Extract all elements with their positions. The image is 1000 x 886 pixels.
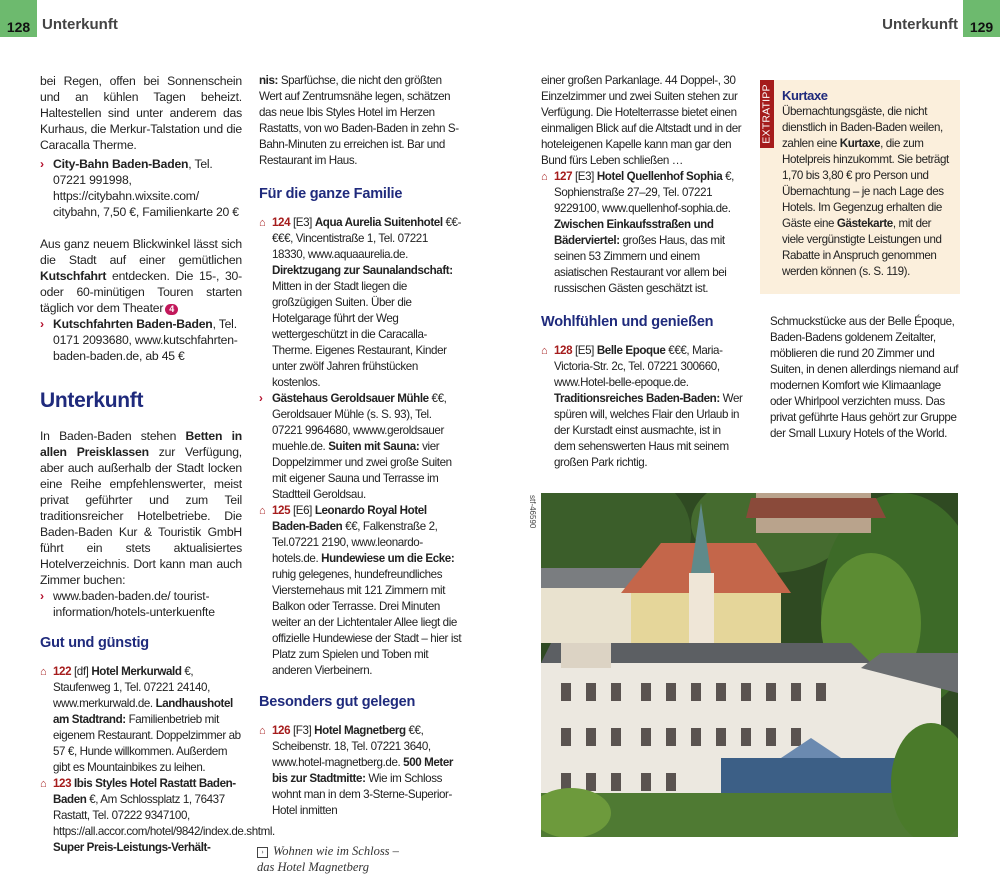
column-2 xyxy=(259,73,463,875)
text: €€, Scheibenstr. 18, Tel. 07221 3640, www.hotel-magnetberg.de. xyxy=(272,724,431,769)
hotel-list-link[interactable] xyxy=(40,588,242,620)
hotel-entry-124 xyxy=(259,215,463,391)
bold-text: Hundewiese um die Ecke: xyxy=(321,552,455,565)
extratipp-label xyxy=(760,80,774,148)
text: [E5] xyxy=(572,344,597,357)
subheading-gut-und-guenstig: Gut und günstig xyxy=(40,635,149,651)
hotel-icon: ⌂ xyxy=(40,666,47,678)
bold-text: Landhaushotel am Stadtrand: xyxy=(53,697,233,726)
text: Familienbetrieb mit eigenem Restaurant. Doppelzimmer ab 57 €, Hunde willkommen. Außerdem gibt es Mountainbikes zu leihen. xyxy=(53,713,241,774)
bold-text: Suiten mit Sauna: xyxy=(328,440,420,453)
arrow-bullet-icon: › xyxy=(40,317,44,331)
bold-text: Ibis Styles Hotel Rastatt Baden-Baden xyxy=(53,777,236,806)
text: , Tel. 07221 991998, https://citybahn.wixsite.com/ citybahn, 7,50 €, Familienkarte 20 € xyxy=(53,157,239,219)
bold-text: Kutschfahrt xyxy=(40,269,107,283)
entry-number: 126 xyxy=(272,724,291,737)
entry-number: 128 xyxy=(554,344,573,357)
subheading-familie: Für die ganze Familie xyxy=(259,186,403,202)
text: Wer spüren will, welches Flair den Urlaub in der Kurstadt einst ausmachte, ist in dem sehenswerten Haus mit seinem großen Park richtig. xyxy=(554,392,743,469)
bold-text: Leonardo Royal Hotel Baden-Baden xyxy=(272,504,427,533)
hotel-icon: ⌂ xyxy=(40,778,47,790)
photo-caption xyxy=(257,843,463,875)
bold-text: Kutschfahrten Baden-Baden xyxy=(53,317,213,331)
text: , die zum Hotelpreis hinzukommt. Sie beträgt 1,70 bis 3,80 € pro Person und Übernachtung – je nach Lage des Hotels. Im Gegenzug erhalten die Gäste eine xyxy=(782,137,949,230)
hotel-entry-127 xyxy=(541,169,743,297)
tip-title: Kurtaxe xyxy=(782,88,828,103)
text: vier Doppelzimmer und zwei große Suiten mit eigener Sauna und Terrasse im Stadtteil Geroldsau. xyxy=(272,440,452,501)
hotel-entry-123 xyxy=(40,776,275,856)
caption-arrow-icon: › xyxy=(257,847,268,858)
hotel-icon: ⌂ xyxy=(259,725,266,737)
entry-number: 124 xyxy=(272,216,291,229)
text: Sparfüchse, die nicht den größten Wert auf Zentrumsnähe legen, schätzen das neue Ibis Styles Hotel im Herzen Rastatts, von wo Baden-Baden in zehn S-Bahn-Minuten zu erreichen ist. Bar und Restaurant im Haus. xyxy=(259,74,459,167)
text: www.baden-baden.de/ tourist-information/hotels-unterkuenfte xyxy=(53,589,215,619)
text: zur Verfügung, aber auch außerhalb der Stadt locken eine Reihe empfehlenswerter, meist privat geführter und zum Teil traditionsreicher Hotelbetriebe. Die Baden-Baden Kur & Touristik GmbH führt ein stets aktualisiertes Hotelverzeichnis. Dort kann man auch Zimmer buchen: xyxy=(40,445,242,587)
hotel-entry-128 xyxy=(541,343,743,471)
bold-text: Kurtaxe xyxy=(839,137,881,150)
intro-paragraph xyxy=(40,73,242,153)
text: [df] xyxy=(71,665,92,678)
text: Mitten in der Stadt liegen die großzügigen Suiten. Über die Hotelgarage führt der Weg wettergeschützt in die Caracalla-Therme. Eigenes Restaurant, Kinder unter zwölf Jahren frühstücken kostenlos. xyxy=(272,280,447,389)
text: Wie im Schloss wohnt man in dem 3-Sterne-Superior-Hotel inmitten xyxy=(272,772,452,817)
bold-text: Direktzugang zur Saunalandschaft: xyxy=(272,264,453,277)
bold-text: Gästehaus Geroldsauer Mühle xyxy=(272,392,429,405)
citybahn-info xyxy=(40,156,242,220)
text: Übernachtungsgäste, die nicht dienstlich in Baden-Baden weilen, zahlen eine xyxy=(782,105,943,150)
running-title-left: Unterkunft xyxy=(42,16,118,33)
photo-block xyxy=(528,493,960,837)
hotel-magnetberg-photo xyxy=(541,493,958,837)
text: ruhig gelegenes, hundefreundliches Viersternehaus mit 121 Zimmern mit Balkon oder Terrasse. Drei Minuten weiter an der Lichtentaler Allee liegt die offizielle Hundewiese der Stadt – hier ist Platz zum Spielen und Toben mit anderen Vierbeinern. xyxy=(272,568,462,677)
bold-text: Hotel Quellenhof Sophia xyxy=(596,170,723,183)
text: , mit der viele vergünstigte Leistungen und Rabatte in Anspruch genommen werden können (s. S. 119). xyxy=(782,217,942,278)
subheading-gut-gelegen: Besonders gut gelegen xyxy=(259,694,416,710)
text: €€, Falkenstraße 2, Tel.07221 2190, www.leonardo-hotels.de. xyxy=(272,520,438,565)
caption-line: das Hotel Magnetberg xyxy=(257,860,370,874)
hotel-icon: ⌂ xyxy=(259,505,266,517)
text: €€, Geroldsauer Mühle (s. S. 93), Tel. 07221 9964680, wwww.geroldsauer muehle.de. xyxy=(272,392,447,453)
kutschfahrt-info xyxy=(40,316,242,364)
unterkunft-paragraph xyxy=(40,428,242,588)
hotel-icon: ⌂ xyxy=(259,217,266,229)
tip-text xyxy=(782,104,954,280)
text: einer großen Parkanlage. 44 Doppel-, 30 Einzelzimmer und zwei Suiten stehen zur Verfügung. Die Hotelterrasse bietet einen einmaligen Blick auf die Altstadt und in der hoteleigenen Kapelle kann man gar den Bund fürs Leben schließen … xyxy=(541,74,742,167)
arrow-bullet-icon: › xyxy=(40,157,44,171)
bold-text: Super Preis-Leistungs-Verhält- xyxy=(53,841,211,854)
entry-number: 125 xyxy=(272,504,291,517)
text: Schmuckstücke aus der Belle Époque, Baden-Badens goldenem Zeitalter, möblieren die rund 20 Zimmer und Suiten, in denen allerdings niemand auf modernen Komfort wie Klimaanlage oder Whirlpool verzichten muss. Das privat geführte Haus gehört zur Gruppe der Small Luxury Hotels of the World. xyxy=(770,315,959,440)
text: [E3] xyxy=(290,216,315,229)
magnetberg-continuation xyxy=(541,73,743,169)
map-marker-badge[interactable]: 4 xyxy=(165,304,178,315)
bold-text: Hotel Magnetberg xyxy=(314,724,406,737)
entry-number: 123 xyxy=(53,777,72,790)
ibis-continuation xyxy=(259,73,463,169)
text: [E3] xyxy=(572,170,597,183)
arrow-bullet-icon: › xyxy=(259,392,263,405)
subheading-wohlfuehlen: Wohlfühlen und genießen xyxy=(541,314,714,330)
text: , Tel. 0171 2093680, www.kutschfahrten-baden-baden.de, ab 45 € xyxy=(53,317,238,363)
hotel-entry-125 xyxy=(259,503,463,679)
extratipp-label-text: EXTRATIPP xyxy=(761,84,773,144)
right-page-content xyxy=(528,73,960,837)
bold-text: Aqua Aurelia Suitenhotel xyxy=(314,216,443,229)
page-number-left: 128 xyxy=(0,0,37,37)
hotel-entry-126 xyxy=(259,723,463,819)
text: €€-€€€, Vincentistraße 1, Tel. 07221 18330, www.aquaaurelia.de. xyxy=(272,216,462,261)
page-number-right: 129 xyxy=(963,0,1000,37)
hotel-entry-122 xyxy=(40,664,242,776)
entry-number: 122 xyxy=(53,665,72,678)
geroldsauer-muehle-entry xyxy=(259,391,463,503)
hotel-photo-illustration xyxy=(541,493,958,837)
kutschfahrt-paragraph xyxy=(40,236,242,316)
bold-text: 500 Meter bis zur Stadtmitte: xyxy=(272,756,454,785)
text: In Baden-Baden stehen xyxy=(40,429,186,443)
text: [E6] xyxy=(290,504,315,517)
text: großes Haus, das mit seinen 53 Zimmern und einem asiatischen Restaurant vor allem bei russischen Gästen geschätzt ist. xyxy=(554,234,727,295)
text: €, Sophienstraße 27–29, Tel. 07221 9229100, www.quellenhof-sophia.de. xyxy=(554,170,734,215)
column-1 xyxy=(40,73,275,856)
photo-credit: stf-46590 xyxy=(528,495,537,529)
column-3 xyxy=(541,73,743,471)
bold-text: Hotel Merkurwald xyxy=(91,665,182,678)
text: €€€, Maria-Victoria-Str. 2c, Tel. 07221 300660, www.Hotel-belle-epoque.de. xyxy=(554,344,723,389)
text: €, Staufenweg 1, Tel. 07221 24140, www.merkurwald.de. xyxy=(53,665,210,710)
text: Aus ganz neuem Blickwinkel lässt sich die Stadt auf einer gemütlichen xyxy=(40,237,242,267)
text: [F3] xyxy=(290,724,315,737)
bold-text: nis: xyxy=(259,74,279,87)
entry-number: 127 xyxy=(554,170,573,183)
running-title-right: Unterkunft xyxy=(882,16,958,33)
text: entdecken. Die 15-, 30- oder 60-minütigen Touren starten täglich vor dem Theater xyxy=(40,269,242,315)
extratipp-box xyxy=(760,80,960,294)
bold-text: Traditionsreiches Baden-Baden: xyxy=(554,392,720,405)
bold-text: Belle Epoque xyxy=(596,344,666,357)
text: bei Regen, offen bei Sonnenschein und an kühlen Tagen beheizt. Haltestellen sind unter anderem das Kurhaus, die Merkur-Talstation und die Caracalla Therme. xyxy=(40,74,242,152)
belle-epoque-continuation xyxy=(760,314,960,442)
bold-text: Gästekarte xyxy=(836,217,893,230)
section-heading: Unterkunft xyxy=(40,389,144,412)
bold-text: Zwischen Einkaufsstraßen und Bäderviertel: xyxy=(554,218,714,247)
bold-text: City-Bahn Baden-Baden xyxy=(53,157,189,171)
hotel-icon: ⌂ xyxy=(541,171,548,183)
text: €, Am Schlossplatz 1, 76437 Rastatt, Tel. 07222 9347100, https://all.accor.com/hotel/9842/index.de.shtml. xyxy=(53,793,275,838)
column-4 xyxy=(760,73,960,442)
caption-line: Wohnen wie im Schloss – xyxy=(273,844,399,858)
hotel-icon: ⌂ xyxy=(541,345,548,357)
bold-text: Betten in allen Preisklassen xyxy=(40,429,243,459)
arrow-bullet-icon: › xyxy=(40,589,44,603)
